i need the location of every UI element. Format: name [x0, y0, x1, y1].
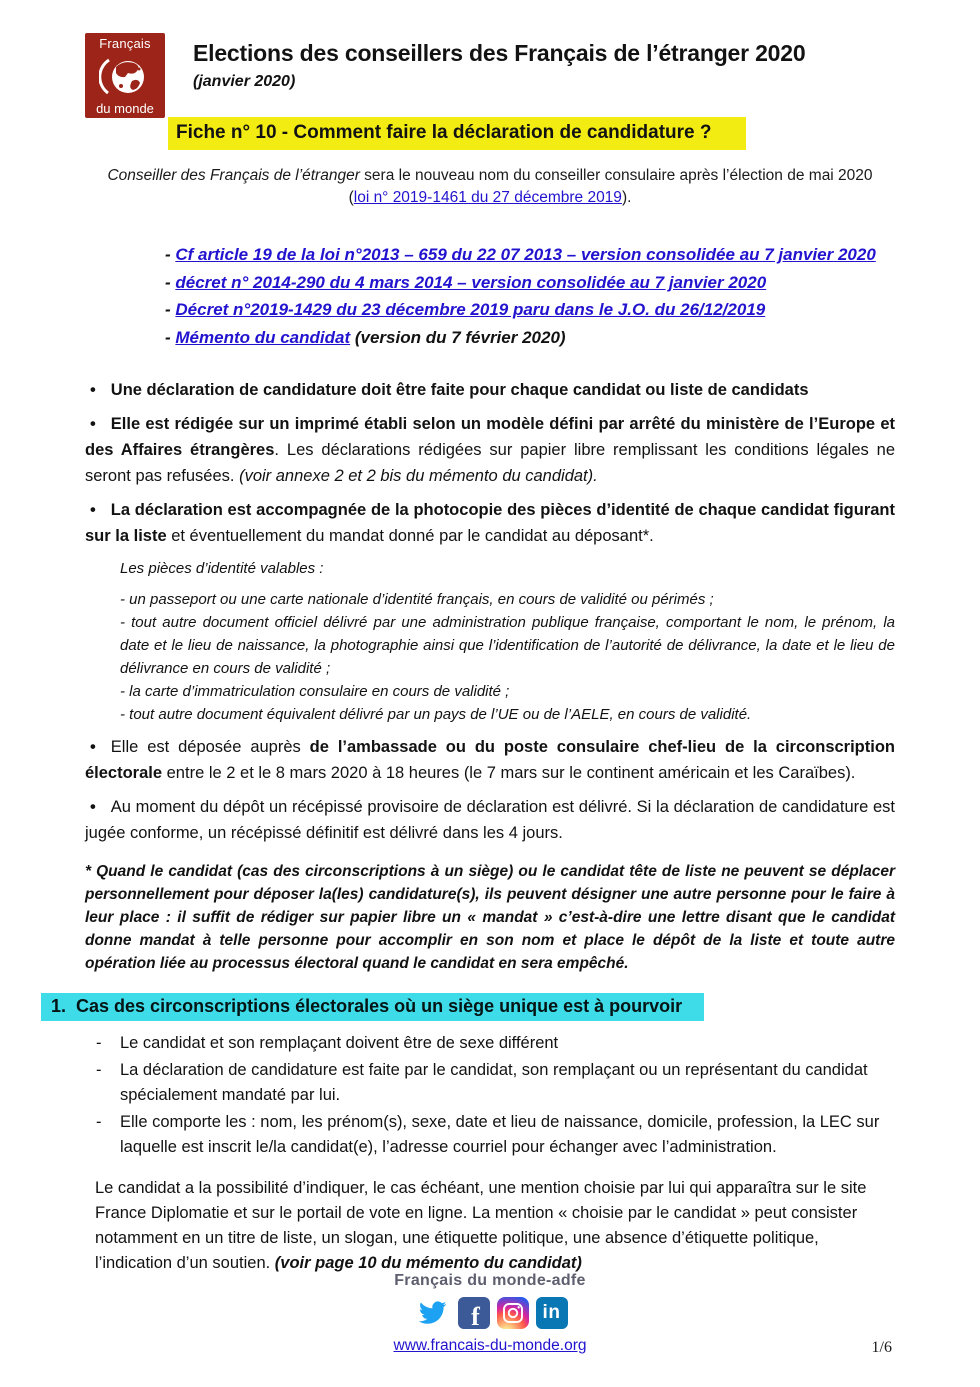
intro-lead-italic: Conseiller des Français de l’étranger — [107, 167, 360, 184]
list-item — [93, 1031, 895, 1056]
id-document-item: - un passeport ou une carte nationale d’identité français, en cours de validité ou périmés ; — [120, 591, 714, 609]
bullet-marker: • — [90, 738, 96, 757]
francais-du-monde-logo — [85, 33, 165, 118]
reference-line — [165, 241, 895, 269]
logo-text-bottom: du monde — [96, 101, 154, 116]
document-subtitle: (janvier 2020) — [193, 73, 296, 90]
reference-link-decret-2014[interactable]: décret n° 2014-290 du 4 mars 2014 – version consolidée au 7 janvier 2020 — [175, 272, 767, 292]
facebook-f-glyph: f — [471, 1302, 480, 1329]
instagram-icon[interactable] — [497, 1297, 529, 1329]
fiche-title: Fiche n° 10 - Comment faire la déclaration de candidature ? — [168, 117, 746, 150]
reference-line — [165, 269, 895, 297]
bullet-5-text: Au moment du dépôt un récépissé provisoire de déclaration est délivré. Si la déclaration de candidature est jugée conforme, un récépissé définitif est délivré dans les 4 jours. — [85, 798, 895, 843]
bullet-1-text: Une déclaration de candidature doit être faite pour chaque candidat ou liste de candidats — [110, 381, 809, 400]
bullet-marker: • — [90, 415, 96, 434]
bullet-recepisse — [85, 794, 895, 846]
id-document-item: - la carte d’immatriculation consulaire en cours de validité ; — [120, 683, 510, 701]
dash: - — [165, 327, 176, 347]
paren-open: ( — [348, 188, 354, 206]
bullet-2-bold: Elle est rédigée sur un imprimé établi selon un modèle défini par arrêté du ministère de l’Europe et des Affaires étrangères — [85, 415, 895, 460]
dash: - — [96, 1034, 102, 1053]
bullet-marker: • — [90, 798, 96, 817]
social-icons — [0, 1296, 980, 1330]
dash: - — [165, 300, 176, 320]
bullet-2-italic: (voir annexe 2 et 2 bis du mémento du candidat). — [239, 467, 598, 486]
section-1-heading: 1. Cas des circonscriptions électorales où un siège unique est à pourvoir — [41, 993, 704, 1021]
document-footer — [0, 1272, 980, 1355]
list-item-text: La déclaration de candidature est faite par le candidat, son remplaçant ou un représentant du candidat spécialement mandaté par lui. — [120, 1061, 868, 1105]
bullet-depot-ambassade — [85, 734, 895, 786]
document-header — [85, 33, 895, 118]
list-item-text: Elle comporte les : nom, les prénom(s), sexe, date et lieu de naissance, domicile, profession, la LEC sur laquelle est inscrit le/la candidat(e), l’adresse courriel pour échanger avec l’administration. — [120, 1113, 880, 1157]
dash: - — [96, 1113, 102, 1132]
globe-icon — [99, 53, 151, 103]
reference-line — [165, 296, 895, 324]
logo-text-top: Français — [99, 36, 151, 51]
dash: - — [165, 245, 176, 265]
mandat-footnote: * Quand le candidat (cas des circonscriptions à un siège) ou le candidat tête de liste ne peuvent se déplacer personnellement pour déposer la(les) candidature(s), ils peuvent désigner une autre personne pour le faire à leur place : il suffit de rédiger sur papier libre un « mandat » c’est-à-dire une lettre disant que le candidat donne mandat à telle personne pour accomplir en son nom et place le dépôt de la liste et toute autre opération liée au processus électoral quand le candidat en sera empêché. — [85, 863, 895, 973]
document-title: Elections des conseillers des Français de l’étranger 2020 — [193, 40, 806, 66]
linkedin-in-glyph: in — [542, 1302, 561, 1323]
dash: - — [165, 272, 176, 292]
bullet-3-text: et éventuellement du mandat donné par le candidat au déposant*. — [166, 527, 654, 546]
website-link[interactable]: www.francais-du-monde.org — [393, 1337, 587, 1354]
bullet-marker: • — [90, 381, 96, 400]
reference-links — [165, 241, 895, 351]
list-item — [93, 1058, 895, 1108]
reference-link-decret-2019[interactable]: Décret n°2019-1429 du 23 décembre 2019 paru dans le J.O. du 26/12/2019 — [175, 300, 766, 320]
fiche-title-row — [85, 117, 895, 150]
bullet-3-bold: La déclaration est accompagnée de la photocopie des pièces d’identité de chaque candidat figurant sur la liste — [85, 501, 895, 546]
header-text — [165, 33, 805, 91]
dash: - — [96, 1061, 102, 1080]
website-row — [0, 1337, 980, 1355]
organization-name: Français du monde-adfe — [394, 1272, 586, 1289]
facebook-icon[interactable] — [458, 1297, 490, 1329]
mention-paragraph — [95, 1176, 887, 1276]
reference-link-memento[interactable]: Mémento du candidat — [175, 327, 351, 347]
id-document-item: - tout autre document équivalent délivré par un pays de l’UE ou de l’AELE, en cours de validité. — [120, 706, 752, 724]
bullet-photocopie-pieces — [85, 497, 895, 549]
page-number: 1/6 — [871, 1339, 892, 1356]
mention-paragraph-text: Le candidat a la possibilité d’indiquer, le cas échéant, une mention choisie par lui qui apparaîtra sur le site France Diplomatie et sur le portail de vote en ligne. La mention « choisie par le candidat » peut consister notamment en un titre de liste, un slogan, une étiquette politique, une absence d’étiquette politique, l’indication d’un soutien. — [95, 1179, 867, 1273]
bullet-declaration-unique — [85, 377, 895, 403]
bullet-4-bold: de l’ambassade ou du poste consulaire chef-lieu de la circonscription électorale — [85, 738, 895, 783]
reference-line — [165, 324, 895, 352]
bullet-marker: • — [90, 501, 96, 520]
id-document-item: - tout autre document officiel délivré par une administration publique française, comportant le nom, le prénom, la date et le lieu de naissance, la photographie ainsi que l’identification de l’autorité de délivrance, la date et le lieu de délivrance en cours de validité ; — [120, 614, 895, 678]
list-item — [93, 1110, 895, 1160]
law-link[interactable]: loi n° 2019-1461 du 27 décembre 2019 — [353, 188, 622, 206]
bullet-imprime-modele — [85, 411, 895, 489]
mention-paragraph-italic: (voir page 10 du mémento du candidat) — [274, 1254, 582, 1273]
paren-close: ). — [621, 188, 632, 206]
section-1-heading-row — [41, 993, 895, 1021]
reference-suffix: (version du 7 février 2020) — [350, 327, 566, 347]
bullet-4-text2: entre le 2 et le 8 mars 2020 à 18 heures (le 7 mars sur le continent américain et les Caraïbes). — [162, 764, 856, 783]
list-item-text: Le candidat et son remplaçant doivent être de sexe différent — [120, 1034, 559, 1053]
bullet-4-text1: Elle est déposée auprès — [110, 738, 310, 757]
bullet-2-text: . Les déclarations rédigées sur papier libre remplissant les conditions légales ne seront pas refusées. — [85, 441, 895, 486]
intro-note — [85, 165, 895, 208]
id-documents-block — [120, 557, 895, 726]
linkedin-icon[interactable] — [536, 1297, 568, 1329]
id-documents-title: Les pièces d’identité valables : — [120, 560, 324, 578]
reference-link-article19[interactable]: Cf article 19 de la loi n°2013 – 659 du 22 07 2013 – version consolidée au 7 janvier 2020 — [175, 245, 876, 265]
section-1-list — [93, 1031, 895, 1160]
intro-lead-rest: sera le nouveau nom du conseiller consulaire après l’élection de mai 2020 — [359, 167, 873, 184]
intro-line-1 — [85, 165, 895, 187]
twitter-icon[interactable] — [413, 1297, 451, 1329]
main-bullets — [85, 377, 895, 846]
intro-line-2 — [85, 187, 895, 209]
